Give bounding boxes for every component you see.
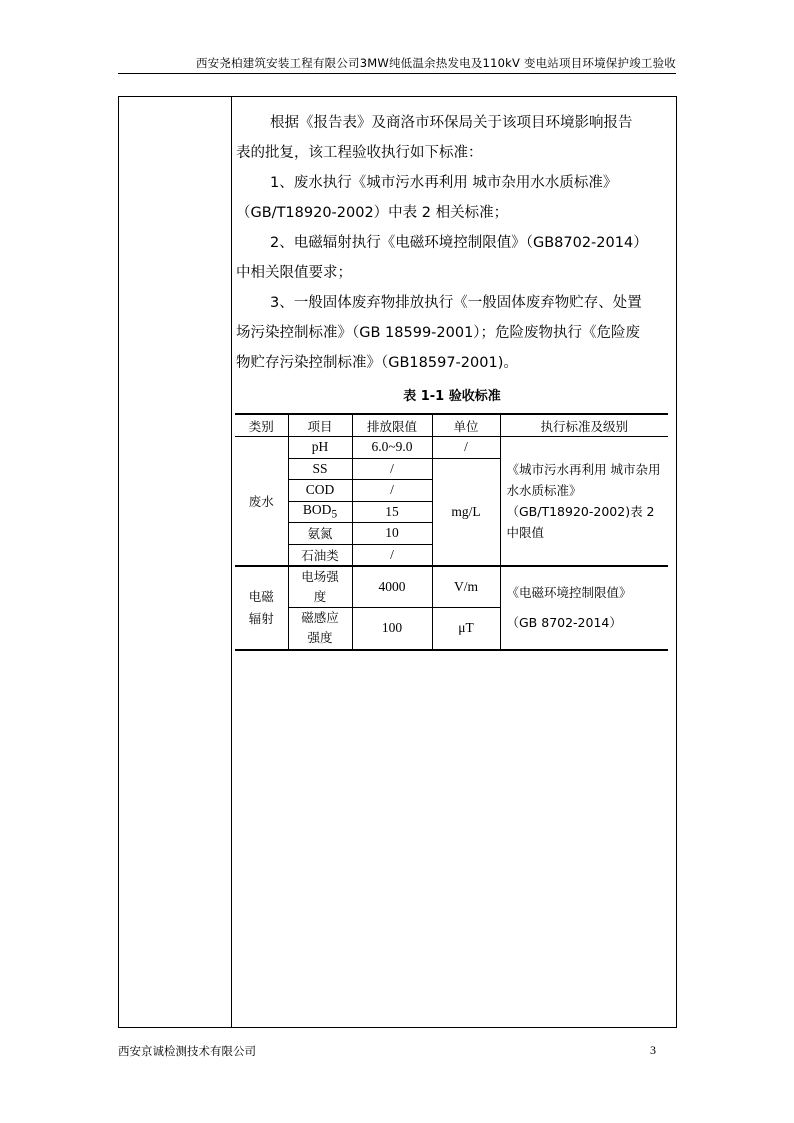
paragraph-line: 场污染控制标准》（GB 18599-2001）；危险废物执行《危险废	[236, 325, 641, 341]
limit-cell: /	[352, 480, 432, 502]
unit-cell: μT	[432, 608, 500, 650]
standard-cell: 《城市污水再利用 城市杂用水水质标准》（GB/T18920-2002)表 2 中限值	[500, 437, 668, 566]
column-header: 排放限值	[352, 414, 432, 437]
item-cell: COD	[288, 480, 352, 502]
column-header: 执行标准及级别	[500, 414, 668, 437]
table-row	[235, 566, 668, 608]
acceptance-standards-table	[235, 413, 668, 651]
item-subscript: 5	[331, 509, 338, 522]
item-cell: 氨氮	[288, 523, 352, 545]
paragraph-line: 1、废水执行《城市污水再利用 城市杂用水水质标准》	[270, 175, 618, 191]
column-header: 单位	[432, 414, 500, 437]
paragraph-line: （GB/T18920-2002）中表 2 相关标准；	[236, 205, 509, 221]
item-cell: SS	[288, 458, 352, 480]
category-cell: 废水	[235, 437, 288, 566]
paragraph-line: 2、电磁辐射执行《电磁环境控制限值》（GB8702-2014）	[270, 235, 648, 251]
table-caption: 表 1-1 验收标准	[403, 389, 501, 404]
item-cell: pH	[288, 437, 352, 459]
paragraph-line: 物贮存污染控制标准》（GB18597-2001)。	[236, 355, 518, 371]
table-header-row	[235, 414, 668, 437]
footer-company: 西安京诚检测技术有限公司	[118, 1044, 256, 1058]
frame-column-divider	[231, 96, 232, 1028]
item-cell: 电场强度	[288, 566, 352, 608]
limit-cell: /	[352, 458, 432, 480]
category-cell: 电磁辐射	[235, 566, 288, 650]
limit-cell: 100	[352, 608, 432, 650]
standard-cell	[500, 566, 668, 650]
paragraph-line: 表的批复，该工程验收执行如下标准：	[236, 145, 483, 161]
unit-cell: V/m	[432, 566, 500, 608]
paragraph-line: 根据《报告表》及商洛市环保局关于该项目环境影响报告	[270, 115, 633, 131]
standard-code: （GB 8702-2014）	[506, 614, 622, 630]
paragraph-line: 中相关限值要求；	[236, 265, 352, 281]
paragraph-line: 3、一般固体废弃物排放执行《一般固体废弃物贮存、处置	[270, 295, 642, 311]
header-divider	[118, 73, 676, 74]
standards-description	[236, 108, 672, 378]
limit-cell: 15	[352, 501, 432, 523]
column-header: 项目	[288, 414, 352, 437]
unit-cell: mg/L	[432, 458, 500, 566]
item-cell	[288, 501, 352, 523]
unit-cell: /	[432, 437, 500, 459]
page-number: 3	[650, 1043, 656, 1057]
limit-cell: 6.0~9.0	[352, 437, 432, 459]
limit-cell: 4000	[352, 566, 432, 608]
item-cell: 石油类	[288, 544, 352, 566]
limit-cell: /	[352, 544, 432, 566]
column-header: 类别	[235, 414, 288, 437]
limit-cell: 10	[352, 523, 432, 545]
item-cell: 磁感应强度	[288, 608, 352, 650]
page-header-title: 西安尧柏建筑安装工程有限公司3MW纯低温余热发电及110kV 变电站项目环境保护竣工验收	[195, 56, 676, 70]
standard-name: 《电磁环境控制限值》	[506, 584, 632, 600]
item-main-text: BOD	[302, 502, 332, 518]
table-row	[235, 437, 668, 459]
